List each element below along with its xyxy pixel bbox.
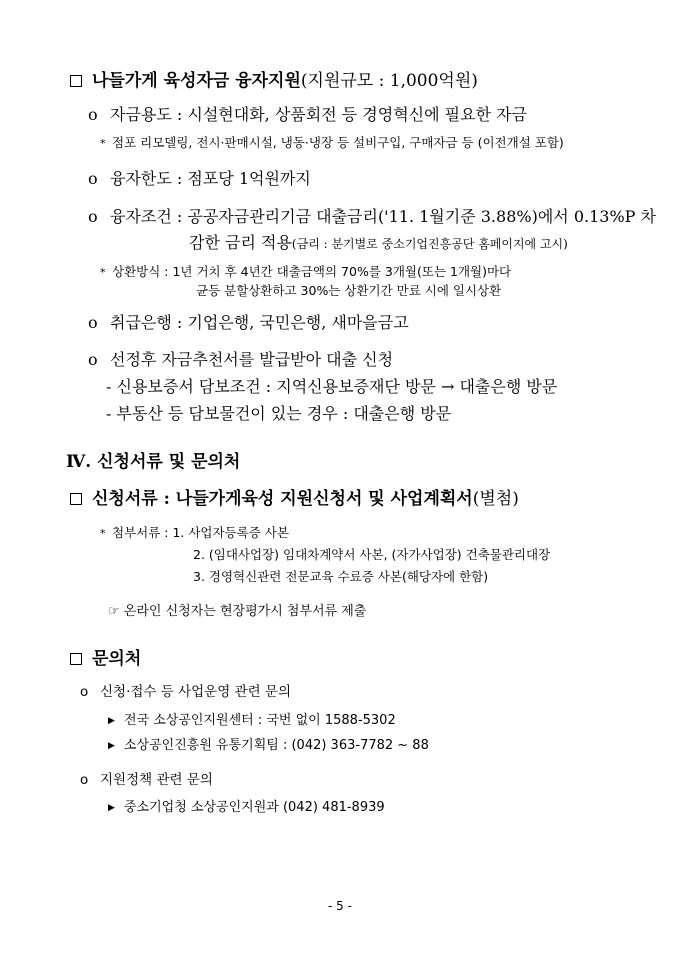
- purpose-text: 자금용도 : 시설현대화, 상품회전 등 경영혁신에 필요한 자금: [110, 105, 528, 124]
- circle-bullet-icon: ο: [88, 313, 98, 332]
- contact-item: [108, 734, 429, 753]
- section-iv-title: [66, 447, 240, 472]
- contact-group-label: 지원정책 관련 문의: [100, 772, 213, 788]
- process-sub1: [106, 374, 557, 397]
- terms-rate-note: (금리 : 분기별로 중소기업진흥공단 홈페이지에 고시): [291, 237, 568, 251]
- contact-group-label: 신청·접수 등 사업운영 관련 문의: [100, 684, 291, 700]
- checkbox-square-icon: [70, 653, 82, 665]
- section-iv-title-text: Ⅳ. 신청서류 및 문의처: [66, 452, 241, 472]
- purpose-note: [100, 133, 564, 151]
- contact-group-operations: [80, 680, 291, 700]
- online-note-text: ☞ 온라인 신청자는 현장평가시 첨부서류 제출: [108, 604, 367, 619]
- contact-heading: [70, 644, 141, 669]
- loan-support-heading: [70, 66, 478, 91]
- terms-line2: 감한 금리 적용: [189, 233, 292, 252]
- circle-bullet-icon: ο: [88, 207, 98, 226]
- process-text: 선정후 자금추천서를 발급받아 대출 신청: [110, 350, 394, 369]
- process-sub1-text: - 신용보증서 담보조건 : 지역신용보증재단 방문 → 대출은행 방문: [106, 377, 558, 396]
- terms-line2-row: [189, 230, 568, 253]
- terms-line1: 융자조건 : 공공자금관리기금 대출금리('11. 1월기준 3.88%)에서 0.13%P 차: [110, 207, 656, 226]
- contact-item-text: 소상공인진흥원 유통기획팀 : (042) 363-7782 ~ 88: [124, 738, 429, 753]
- documents-heading-annex: (별첨): [472, 489, 519, 509]
- terms-item: [88, 204, 656, 227]
- circle-bullet-icon: ο: [88, 105, 98, 124]
- circle-bullet-icon: ο: [80, 772, 89, 788]
- triangle-bullet-icon: ▶: [108, 741, 115, 751]
- triangle-bullet-icon: ▶: [108, 803, 115, 813]
- process-sub2: [106, 401, 451, 424]
- attachments-line1: [100, 523, 289, 541]
- attachments-line2: [193, 545, 550, 563]
- process-item: [88, 347, 393, 370]
- repay-line1: 상환방식 : 1년 거치 후 4년간 대출금액의 70%를 3개월(또는 1개월)마다: [112, 264, 512, 279]
- asterisk-icon: *: [100, 527, 106, 540]
- circle-bullet-icon: ο: [80, 684, 89, 700]
- contact-heading-text: 문의처: [92, 649, 142, 669]
- repay-note: [100, 262, 511, 280]
- repay-line2: 균등 분할상환하고 30%는 상환기간 만료 시에 일시상환: [196, 283, 502, 298]
- triangle-bullet-icon: ▶: [108, 716, 115, 726]
- banks-text: 취급은행 : 기업은행, 국민은행, 새마을금고: [110, 313, 409, 332]
- asterisk-icon: *: [100, 266, 106, 279]
- contact-item: [108, 796, 385, 815]
- contact-item: [108, 709, 396, 728]
- checkbox-square-icon: [70, 75, 82, 87]
- contact-item-text: 중소기업청 소상공인지원과 (042) 481-8939: [124, 800, 385, 815]
- page-number: - 5 -: [328, 899, 352, 913]
- attachments-label: 첨부서류 : 1. 사업자등록증 사본: [112, 525, 289, 540]
- attachments-line3: [193, 567, 488, 585]
- limit-item: [88, 166, 311, 189]
- loan-heading-text: 나들가게 육성자금 융자지원: [92, 71, 301, 91]
- limit-text: 융자한도 : 점포당 1억원까지: [110, 169, 311, 188]
- loan-heading-scale: (지원규모 : 1,000억원): [300, 71, 478, 91]
- banks-item: [88, 310, 409, 333]
- attachment-2-text: 2. (임대사업장) 임대차계약서 사본, (자가사업장) 건축물관리대장: [193, 547, 551, 562]
- process-sub2-text: - 부동산 등 담보물건이 있는 경우 : 대출은행 방문: [106, 404, 452, 423]
- online-note: [108, 600, 366, 619]
- documents-heading-text: 신청서류 : 나들가게육성 지원신청서 및 사업계획서: [92, 489, 473, 509]
- attachment-3-text: 3. 경영혁신관련 전문교육 수료증 사본(해당자에 한함): [193, 569, 489, 584]
- repay-line2-row: [196, 281, 501, 299]
- checkbox-square-icon: [70, 493, 82, 505]
- purpose-item: [88, 102, 527, 125]
- asterisk-icon: *: [100, 137, 106, 150]
- circle-bullet-icon: ο: [88, 169, 98, 188]
- documents-heading: [70, 484, 519, 509]
- contact-item-text: 전국 소상공인지원센터 : 국번 없이 1588-5302: [124, 713, 396, 728]
- contact-group-policy: [80, 768, 213, 788]
- purpose-note-text: 점포 리모델링, 전시·판매시설, 냉동·냉장 등 설비구입, 구매자금 등 (이전개설 포함): [112, 135, 564, 150]
- circle-bullet-icon: ο: [88, 350, 98, 369]
